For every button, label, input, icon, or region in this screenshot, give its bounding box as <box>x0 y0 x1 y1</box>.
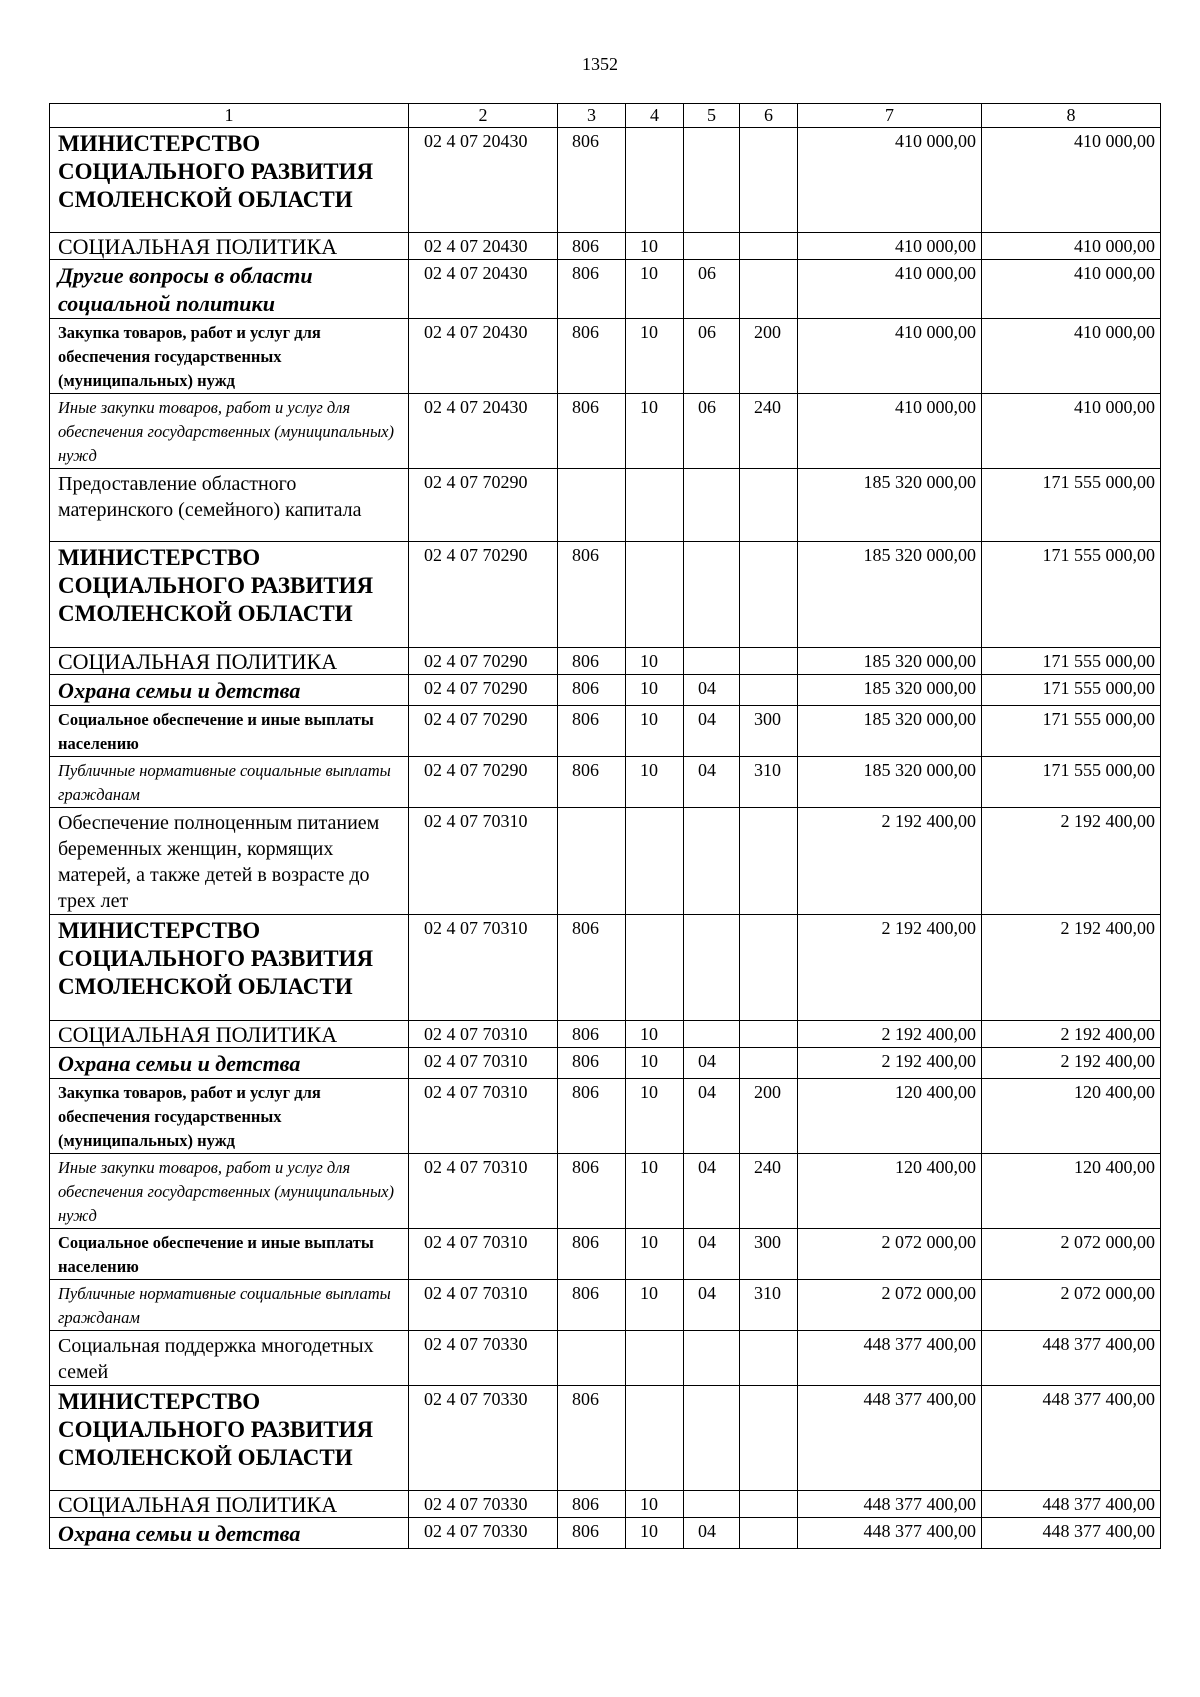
ministry-code: 806 <box>558 1229 626 1280</box>
target-article-code: 02 4 07 20430 <box>409 319 558 394</box>
section-code: 10 <box>626 1518 684 1549</box>
ministry-code <box>558 469 626 542</box>
section-code: 10 <box>626 233 684 260</box>
budget-item-name: МИНИСТЕРСТВО СОЦИАЛЬНОГО РАЗВИТИЯ СМОЛЕНСКОЙ ОБЛАСТИ <box>50 1386 409 1491</box>
column-header: 2 <box>409 104 558 128</box>
amount-year-2: 2 192 400,00 <box>982 1021 1161 1048</box>
target-article-code: 02 4 07 70290 <box>409 542 558 648</box>
budget-item-name: СОЦИАЛЬНАЯ ПОЛИТИКА <box>50 1021 409 1048</box>
expense-type-code: 310 <box>740 757 798 808</box>
budget-item-name: Иные закупки товаров, работ и услуг для обеспечения государственных (муниципальных) нужд <box>50 394 409 469</box>
target-article-code: 02 4 07 70310 <box>409 1280 558 1331</box>
expense-type-code <box>740 1491 798 1518</box>
amount-year-1: 448 377 400,00 <box>798 1331 982 1386</box>
amount-year-2: 410 000,00 <box>982 260 1161 319</box>
expense-type-code <box>740 233 798 260</box>
column-header: 1 <box>50 104 409 128</box>
table-header-row <box>50 104 1161 128</box>
expense-type-code: 200 <box>740 319 798 394</box>
page-number: 1352 <box>582 54 618 74</box>
amount-year-1: 185 320 000,00 <box>798 542 982 648</box>
amount-year-2: 2 072 000,00 <box>982 1229 1161 1280</box>
expense-type-code <box>740 1048 798 1079</box>
table-row <box>50 757 1161 808</box>
target-article-code: 02 4 07 70330 <box>409 1331 558 1386</box>
amount-year-1: 2 192 400,00 <box>798 915 982 1021</box>
target-article-code: 02 4 07 70310 <box>409 1021 558 1048</box>
target-article-code: 02 4 07 70330 <box>409 1491 558 1518</box>
table-row <box>50 319 1161 394</box>
subsection-code <box>684 808 740 915</box>
subsection-code: 06 <box>684 319 740 394</box>
budget-item-name: МИНИСТЕРСТВО СОЦИАЛЬНОГО РАЗВИТИЯ СМОЛЕНСКОЙ ОБЛАСТИ <box>50 915 409 1021</box>
ministry-code: 806 <box>558 1154 626 1229</box>
subsection-code: 04 <box>684 757 740 808</box>
section-code: 10 <box>626 1021 684 1048</box>
amount-year-1: 185 320 000,00 <box>798 757 982 808</box>
section-code <box>626 808 684 915</box>
amount-year-2: 171 555 000,00 <box>982 469 1161 542</box>
amount-year-1: 120 400,00 <box>798 1079 982 1154</box>
expense-type-code <box>740 128 798 233</box>
target-article-code: 02 4 07 70290 <box>409 757 558 808</box>
ministry-code: 806 <box>558 542 626 648</box>
ministry-code: 806 <box>558 1021 626 1048</box>
amount-year-1: 185 320 000,00 <box>798 648 982 675</box>
section-code <box>626 1331 684 1386</box>
subsection-code <box>684 1021 740 1048</box>
subsection-code: 04 <box>684 1048 740 1079</box>
ministry-code: 806 <box>558 1518 626 1549</box>
ministry-code: 806 <box>558 1280 626 1331</box>
subsection-code <box>684 1386 740 1491</box>
amount-year-1: 448 377 400,00 <box>798 1518 982 1549</box>
subsection-code <box>684 915 740 1021</box>
target-article-code: 02 4 07 70310 <box>409 1079 558 1154</box>
section-code <box>626 1386 684 1491</box>
subsection-code: 04 <box>684 675 740 706</box>
expense-type-code: 310 <box>740 1280 798 1331</box>
expense-type-code <box>740 542 798 648</box>
target-article-code: 02 4 07 70330 <box>409 1518 558 1549</box>
section-code <box>626 469 684 542</box>
amount-year-1: 185 320 000,00 <box>798 706 982 757</box>
column-header: 7 <box>798 104 982 128</box>
column-header: 4 <box>626 104 684 128</box>
amount-year-2: 120 400,00 <box>982 1079 1161 1154</box>
expense-type-code: 240 <box>740 1154 798 1229</box>
table-row <box>50 128 1161 233</box>
budget-item-name: Социальное обеспечение и иные выплаты населению <box>50 1229 409 1280</box>
expense-type-code: 300 <box>740 1229 798 1280</box>
section-code: 10 <box>626 675 684 706</box>
amount-year-2: 120 400,00 <box>982 1154 1161 1229</box>
column-header: 6 <box>740 104 798 128</box>
target-article-code: 02 4 07 20430 <box>409 260 558 319</box>
target-article-code: 02 4 07 70310 <box>409 1229 558 1280</box>
section-code <box>626 128 684 233</box>
amount-year-2: 2 192 400,00 <box>982 808 1161 915</box>
budget-item-name: МИНИСТЕРСТВО СОЦИАЛЬНОГО РАЗВИТИЯ СМОЛЕНСКОЙ ОБЛАСТИ <box>50 542 409 648</box>
expense-type-code <box>740 1331 798 1386</box>
section-code: 10 <box>626 1048 684 1079</box>
table-row <box>50 260 1161 319</box>
section-code: 10 <box>626 1079 684 1154</box>
subsection-code <box>684 542 740 648</box>
ministry-code: 806 <box>558 260 626 319</box>
subsection-code: 04 <box>684 1280 740 1331</box>
amount-year-1: 2 192 400,00 <box>798 808 982 915</box>
amount-year-2: 410 000,00 <box>982 319 1161 394</box>
target-article-code: 02 4 07 70310 <box>409 1154 558 1229</box>
amount-year-1: 410 000,00 <box>798 233 982 260</box>
budget-item-name: СОЦИАЛЬНАЯ ПОЛИТИКА <box>50 233 409 260</box>
subsection-code <box>684 469 740 542</box>
amount-year-1: 448 377 400,00 <box>798 1491 982 1518</box>
budget-item-name: Другие вопросы в области социальной политики <box>50 260 409 319</box>
budget-table <box>49 103 1161 1549</box>
amount-year-2: 2 072 000,00 <box>982 1280 1161 1331</box>
ministry-code: 806 <box>558 128 626 233</box>
table-row <box>50 1021 1161 1048</box>
section-code: 10 <box>626 1491 684 1518</box>
table-row <box>50 1518 1161 1549</box>
amount-year-1: 448 377 400,00 <box>798 1386 982 1491</box>
amount-year-1: 2 072 000,00 <box>798 1280 982 1331</box>
table-row <box>50 542 1161 648</box>
amount-year-2: 410 000,00 <box>982 233 1161 260</box>
subsection-code <box>684 128 740 233</box>
column-header: 3 <box>558 104 626 128</box>
table-row <box>50 648 1161 675</box>
budget-item-name: МИНИСТЕРСТВО СОЦИАЛЬНОГО РАЗВИТИЯ СМОЛЕНСКОЙ ОБЛАСТИ <box>50 128 409 233</box>
amount-year-2: 171 555 000,00 <box>982 757 1161 808</box>
subsection-code <box>684 1491 740 1518</box>
section-code: 10 <box>626 1154 684 1229</box>
amount-year-1: 185 320 000,00 <box>798 675 982 706</box>
section-code: 10 <box>626 260 684 319</box>
table-row <box>50 1229 1161 1280</box>
table-row <box>50 469 1161 542</box>
table-row <box>50 1154 1161 1229</box>
table-row <box>50 394 1161 469</box>
amount-year-2: 448 377 400,00 <box>982 1331 1161 1386</box>
ministry-code: 806 <box>558 319 626 394</box>
amount-year-2: 410 000,00 <box>982 394 1161 469</box>
section-code <box>626 542 684 648</box>
budget-item-name: Обеспечение полноценным питанием беременных женщин, кормящих матерей, а также детей в возрасте до трех лет <box>50 808 409 915</box>
budget-item-name: Предоставление областного материнского (семейного) капитала <box>50 469 409 542</box>
table-row <box>50 675 1161 706</box>
subsection-code: 04 <box>684 1518 740 1549</box>
budget-item-name: Иные закупки товаров, работ и услуг для обеспечения государственных (муниципальных) нужд <box>50 1154 409 1229</box>
target-article-code: 02 4 07 20430 <box>409 233 558 260</box>
ministry-code: 806 <box>558 648 626 675</box>
table-row <box>50 1491 1161 1518</box>
expense-type-code <box>740 1518 798 1549</box>
subsection-code: 06 <box>684 394 740 469</box>
amount-year-1: 120 400,00 <box>798 1154 982 1229</box>
table-row <box>50 233 1161 260</box>
section-code: 10 <box>626 1229 684 1280</box>
expense-type-code <box>740 260 798 319</box>
amount-year-1: 185 320 000,00 <box>798 469 982 542</box>
subsection-code <box>684 1331 740 1386</box>
amount-year-1: 410 000,00 <box>798 128 982 233</box>
target-article-code: 02 4 07 20430 <box>409 128 558 233</box>
amount-year-1: 2 192 400,00 <box>798 1021 982 1048</box>
budget-item-name: Закупка товаров, работ и услуг для обеспечения государственных (муниципальных) нужд <box>50 319 409 394</box>
ministry-code: 806 <box>558 1079 626 1154</box>
section-code: 10 <box>626 648 684 675</box>
section-code: 10 <box>626 394 684 469</box>
amount-year-2: 448 377 400,00 <box>982 1518 1161 1549</box>
budget-item-name: Охрана семьи и детства <box>50 1048 409 1079</box>
expense-type-code <box>740 1386 798 1491</box>
ministry-code <box>558 808 626 915</box>
target-article-code: 02 4 07 70290 <box>409 648 558 675</box>
table-row <box>50 1079 1161 1154</box>
ministry-code: 806 <box>558 706 626 757</box>
budget-item-name: Социальная поддержка многодетных семей <box>50 1331 409 1386</box>
ministry-code: 806 <box>558 394 626 469</box>
table-row <box>50 706 1161 757</box>
section-code <box>626 915 684 1021</box>
amount-year-2: 171 555 000,00 <box>982 648 1161 675</box>
budget-item-name: СОЦИАЛЬНАЯ ПОЛИТИКА <box>50 648 409 675</box>
ministry-code: 806 <box>558 1491 626 1518</box>
expense-type-code <box>740 915 798 1021</box>
ministry-code: 806 <box>558 1048 626 1079</box>
table-row <box>50 915 1161 1021</box>
section-code: 10 <box>626 757 684 808</box>
amount-year-1: 410 000,00 <box>798 319 982 394</box>
budget-item-name: Социальное обеспечение и иные выплаты населению <box>50 706 409 757</box>
target-article-code: 02 4 07 70290 <box>409 675 558 706</box>
amount-year-1: 410 000,00 <box>798 260 982 319</box>
subsection-code: 04 <box>684 706 740 757</box>
ministry-code: 806 <box>558 233 626 260</box>
expense-type-code <box>740 648 798 675</box>
target-article-code: 02 4 07 70290 <box>409 469 558 542</box>
expense-type-code <box>740 808 798 915</box>
expense-type-code <box>740 1021 798 1048</box>
budget-item-name: СОЦИАЛЬНАЯ ПОЛИТИКА <box>50 1491 409 1518</box>
expense-type-code <box>740 675 798 706</box>
subsection-code: 04 <box>684 1079 740 1154</box>
budget-item-name: Публичные нормативные социальные выплаты гражданам <box>50 757 409 808</box>
section-code: 10 <box>626 319 684 394</box>
target-article-code: 02 4 07 70330 <box>409 1386 558 1491</box>
ministry-code: 806 <box>558 675 626 706</box>
target-article-code: 02 4 07 70310 <box>409 808 558 915</box>
budget-item-name: Закупка товаров, работ и услуг для обеспечения государственных (муниципальных) нужд <box>50 1079 409 1154</box>
subsection-code: 04 <box>684 1229 740 1280</box>
subsection-code: 06 <box>684 260 740 319</box>
budget-item-name: Охрана семьи и детства <box>50 675 409 706</box>
expense-type-code <box>740 469 798 542</box>
expense-type-code: 200 <box>740 1079 798 1154</box>
ministry-code <box>558 1331 626 1386</box>
amount-year-1: 2 192 400,00 <box>798 1048 982 1079</box>
expense-type-code: 240 <box>740 394 798 469</box>
column-header: 8 <box>982 104 1161 128</box>
table-row <box>50 1386 1161 1491</box>
section-code: 10 <box>626 1280 684 1331</box>
amount-year-1: 410 000,00 <box>798 394 982 469</box>
expense-type-code: 300 <box>740 706 798 757</box>
ministry-code: 806 <box>558 915 626 1021</box>
table-row <box>50 808 1161 915</box>
target-article-code: 02 4 07 70310 <box>409 915 558 1021</box>
budget-item-name: Публичные нормативные социальные выплаты гражданам <box>50 1280 409 1331</box>
amount-year-2: 410 000,00 <box>982 128 1161 233</box>
budget-item-name: Охрана семьи и детства <box>50 1518 409 1549</box>
column-header: 5 <box>684 104 740 128</box>
amount-year-2: 171 555 000,00 <box>982 706 1161 757</box>
amount-year-1: 2 072 000,00 <box>798 1229 982 1280</box>
amount-year-2: 171 555 000,00 <box>982 675 1161 706</box>
target-article-code: 02 4 07 70310 <box>409 1048 558 1079</box>
table-row <box>50 1280 1161 1331</box>
ministry-code: 806 <box>558 1386 626 1491</box>
amount-year-2: 2 192 400,00 <box>982 1048 1161 1079</box>
amount-year-2: 2 192 400,00 <box>982 915 1161 1021</box>
target-article-code: 02 4 07 20430 <box>409 394 558 469</box>
amount-year-2: 448 377 400,00 <box>982 1386 1161 1491</box>
amount-year-2: 171 555 000,00 <box>982 542 1161 648</box>
target-article-code: 02 4 07 70290 <box>409 706 558 757</box>
amount-year-2: 448 377 400,00 <box>982 1491 1161 1518</box>
table-row <box>50 1048 1161 1079</box>
subsection-code <box>684 648 740 675</box>
subsection-code <box>684 233 740 260</box>
subsection-code: 04 <box>684 1154 740 1229</box>
table-row <box>50 1331 1161 1386</box>
ministry-code: 806 <box>558 757 626 808</box>
section-code: 10 <box>626 706 684 757</box>
